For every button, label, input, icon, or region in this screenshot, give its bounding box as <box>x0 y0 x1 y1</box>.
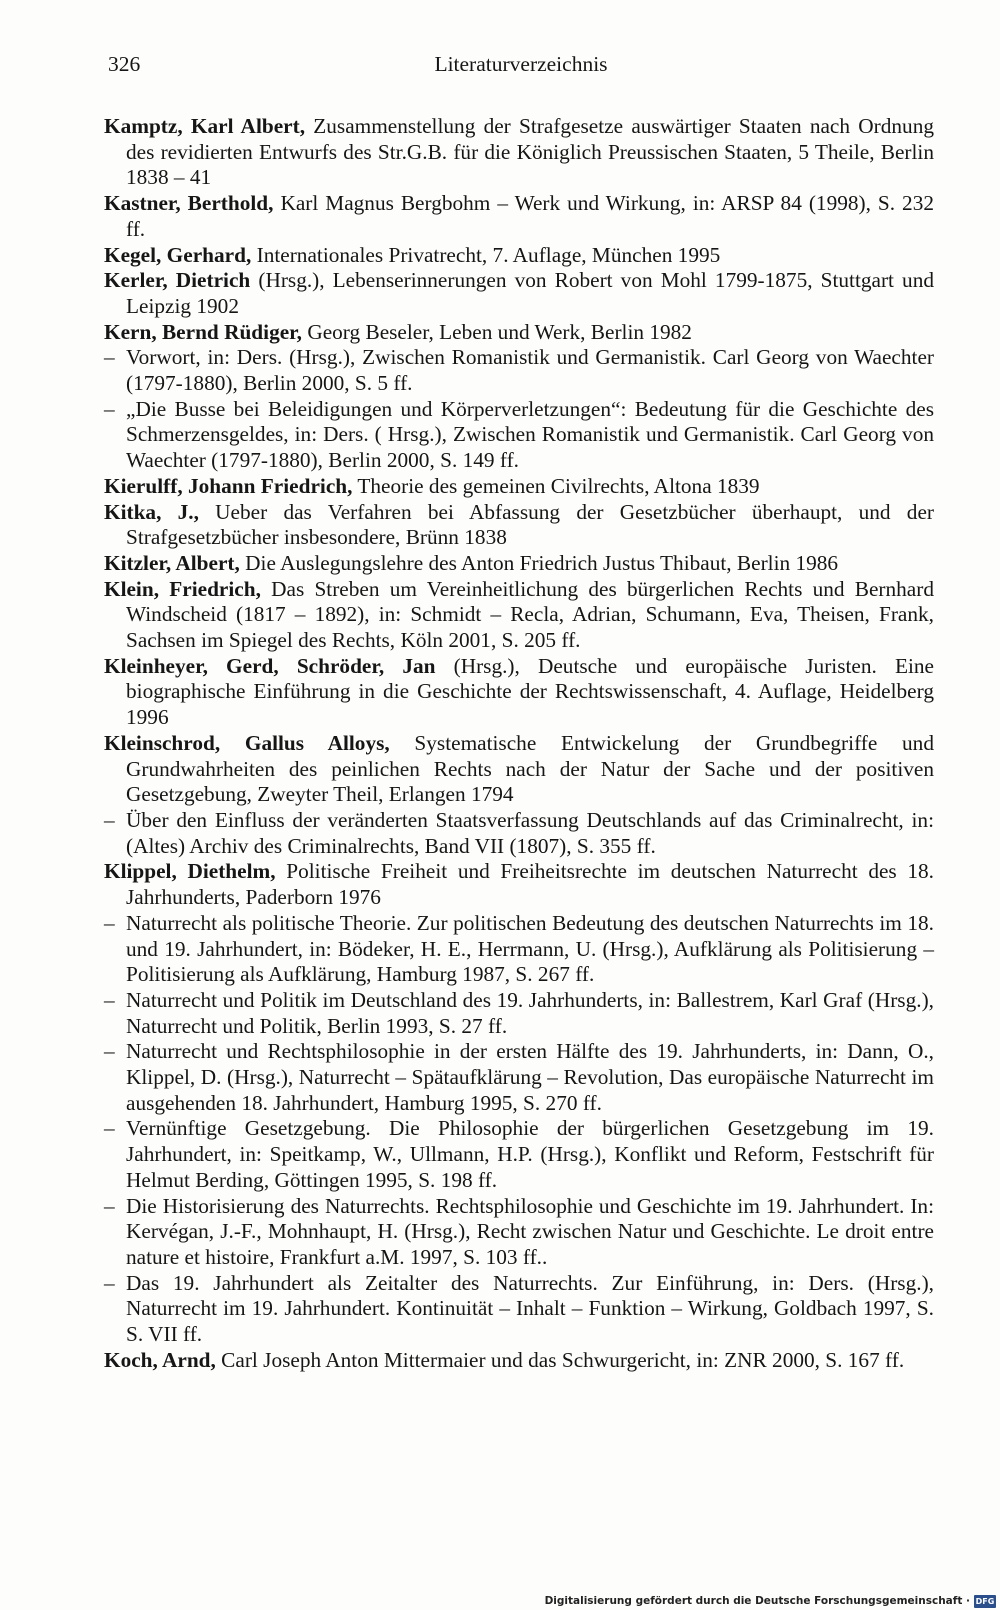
bibliography-entry <box>104 577 934 654</box>
bibliography-entry <box>104 654 934 731</box>
entry-text: Über den Einfluss der veränderten Staatsverfassung Deutschlands auf das Criminalrecht, in: (Altes) Archiv des Criminalrechts, Band VII (1807), S. 355 ff. <box>126 807 934 858</box>
bibliography-entry <box>104 320 934 346</box>
entry-text: Ueber das Verfahren bei Abfassung der Gesetzbücher überhaupt, und der Strafgesetzbücher insbesondere, Brünn 1838 <box>126 499 934 550</box>
entry-text: Systematische Entwickelung der Grundbegriffe und Grundwahrheiten des peinlichen Rechts nach der Natur der Sache und der positiven Gesetzgebung, Zweyter Theil, Erlangen 1794 <box>126 730 934 807</box>
entry-author: Kleinheyer, Gerd, Schröder, Jan <box>104 653 436 678</box>
bibliography-list <box>104 114 934 1373</box>
bibliography-subentry <box>104 911 934 988</box>
entry-author: Klippel, Diethelm, <box>104 859 276 884</box>
entry-dash: – <box>104 987 115 1012</box>
entry-author: Kastner, Berthold, <box>104 191 274 216</box>
footer-text: Digitalisierung gefördert durch die Deutsche Forschungsgemeinschaft · <box>544 1595 970 1607</box>
entry-author: Koch, Arnd, <box>104 1347 216 1372</box>
entry-text: Internationales Privatrecht, 7. Auflage, München 1995 <box>251 242 721 267</box>
bibliography-entry <box>104 114 934 191</box>
page-header <box>108 52 934 82</box>
bibliography-entry <box>104 243 934 269</box>
entry-author: Kitzler, Albert, <box>104 550 240 575</box>
entry-text: Vorwort, in: Ders. (Hrsg.), Zwischen Romanistik und Germanistik. Carl Georg von Waechter (1797-1880), Berlin 2000, S. 5 ff. <box>126 345 934 396</box>
bibliography-entry <box>104 731 934 808</box>
entry-text: Vernünftige Gesetzgebung. Die Philosophie der bürgerlichen Gesetzgebung im 19. Jahrhundert, in: Speitkamp, W., Ullmann, H.P. (Hrsg.), Konflikt und Reform, Festschrift für Helmut Berding, Göttingen 1995, S. 198 ff. <box>126 1116 934 1192</box>
entry-dash: – <box>104 1039 115 1064</box>
entry-text: Naturrecht und Politik im Deutschland des 19. Jahrhunderts, in: Ballestrem, Karl Graf (Hrsg.), Naturrecht und Politik, Berlin 1993, S. 27 ff. <box>126 987 934 1038</box>
entry-author: Kern, Bernd Rüdiger, <box>104 319 302 344</box>
bibliography-subentry <box>104 397 934 474</box>
entry-author: Kitka, J., <box>104 499 199 524</box>
entry-text: Carl Joseph Anton Mittermaier und das Schwurgericht, in: ZNR 2000, S. 167 ff. <box>215 1347 905 1372</box>
entry-dash: – <box>104 1270 115 1295</box>
entry-dash: – <box>104 807 115 832</box>
entry-author: Kerler, Dietrich <box>104 268 251 293</box>
entry-text: Naturrecht und Rechtsphilosophie in der ersten Hälfte des 19. Jahrhunderts, in: Dann, O., Klippel, D. (Hrsg.), Naturrecht – Spätaufklärung – Revolution, Das europäische Naturrecht im ausgehenden 18. Jahrhundert, Hamburg 1995, S. 270 ff. <box>126 1039 934 1115</box>
entry-author: Klein, Friedrich, <box>104 576 261 601</box>
entry-text: (Hrsg.), Deutsche und europäische Juristen. Eine biographische Einführung in die Geschichte der Rechtswissenschaft, 4. Auflage, Heidelberg 1996 <box>126 653 934 730</box>
entry-author: Kegel, Gerhard, <box>104 242 252 267</box>
bibliography-subentry <box>104 808 934 859</box>
entry-dash: – <box>104 396 115 421</box>
bibliography-subentry <box>104 988 934 1039</box>
running-title: Literaturverzeichnis <box>434 52 608 76</box>
page-number: 326 <box>108 52 141 76</box>
entry-text: Theorie des gemeinen Civilrechts, Altona 1839 <box>352 473 760 498</box>
entry-text: Politische Freiheit und Freiheitsrechte im deutschen Naturrecht des 18. Jahrhunderts, Paderborn 1976 <box>126 859 934 910</box>
entry-text: Das Streben um Vereinheitlichung des bürgerlichen Rechts und Bernhard Windscheid (1817 – 1892), in: Schmidt – Recla, Adrian, Schumann, Eva, Theisen, Frank, Sachsen im Spiegel des Rechts, Köln 2001, S. 205 ff. <box>126 576 934 653</box>
dfg-logo: DFG <box>975 1597 995 1606</box>
entry-text: (Hrsg.), Lebenserinnerungen von Robert von Mohl 1799-1875, Stuttgart und Leipzig 1902 <box>126 268 934 318</box>
bibliography-entry <box>104 551 934 577</box>
bibliography-subentry <box>104 1116 934 1193</box>
entry-dash: – <box>104 1116 115 1141</box>
entry-dash: – <box>104 345 115 370</box>
entry-dash: – <box>104 1193 115 1218</box>
bibliography-entry <box>104 191 934 242</box>
entry-text: Naturrecht als politische Theorie. Zur politischen Bedeutung des deutschen Naturrechts im 18. und 19. Jahrhundert, in: Bödeker, H. E., Herrmann, U. (Hrsg.), Aufklärung als Politisierung – Politisierung als Aufklärung, Hamburg 1987, S. 267 ff. <box>126 910 934 987</box>
entry-author: Kleinschrod, Gallus Alloys, <box>104 730 390 755</box>
bibliography-subentry <box>104 1271 934 1348</box>
bibliography-entry <box>104 859 934 910</box>
bibliography-entry <box>104 1348 934 1374</box>
entry-text: Die Auslegungslehre des Anton Friedrich Justus Thibaut, Berlin 1986 <box>239 550 839 575</box>
entry-dash: – <box>104 910 115 935</box>
bibliography-subentry <box>104 345 934 396</box>
entry-author: Kierulff, Johann Friedrich, <box>104 473 353 498</box>
entry-text: Karl Magnus Bergbohm – Werk und Wirkung, in: ARSP 84 (1998), S. 232 ff. <box>126 191 934 241</box>
dfg-footer <box>544 1594 1000 1610</box>
entry-text: Georg Beseler, Leben und Werk, Berlin 1982 <box>302 319 692 344</box>
bibliography-subentry <box>104 1194 934 1271</box>
bibliography-entry <box>104 474 934 500</box>
bibliography-entry <box>104 268 934 319</box>
bibliography-subentry <box>104 1039 934 1116</box>
bibliography-entry <box>104 500 934 551</box>
entry-author: Kamptz, Karl Albert, <box>104 114 306 138</box>
entry-text: „Die Busse bei Beleidigungen und Körperverletzungen“: Bedeutung für die Geschichte des Schmerzensgeldes, in: Ders. ( Hrsg.), Zwischen Romanistik und Germanistik. Carl Georg von Waechter (1797-1880), Berlin 2000, S. 149 ff. <box>126 396 934 473</box>
entry-text: Zusammenstellung der Strafgesetze auswärtiger Staaten nach Ordnung des revidierten Entwurfs des Str.G.B. für die Königlich Preussischen Staaten, 5 Theile, Berlin 1838 – 41 <box>126 114 934 190</box>
entry-text: Das 19. Jahrhundert als Zeitalter des Naturrechts. Zur Einführung, in: Ders. (Hrsg.), Naturrecht im 19. Jahrhundert. Kontinuität – Inhalt – Funktion – Wirkung, Goldbach 1997, S. S. VII ff. <box>126 1270 934 1347</box>
entry-text: Die Historisierung des Naturrechts. Rechtsphilosophie und Geschichte im 19. Jahrhundert. In: Kervégan, J.-F., Mohnhaupt, H. (Hrsg.), Recht zwischen Natur und Geschichte. Le droit entre nature et histoire, Frankfurt a.M. 1997, S. 103 ff.. <box>126 1193 934 1269</box>
